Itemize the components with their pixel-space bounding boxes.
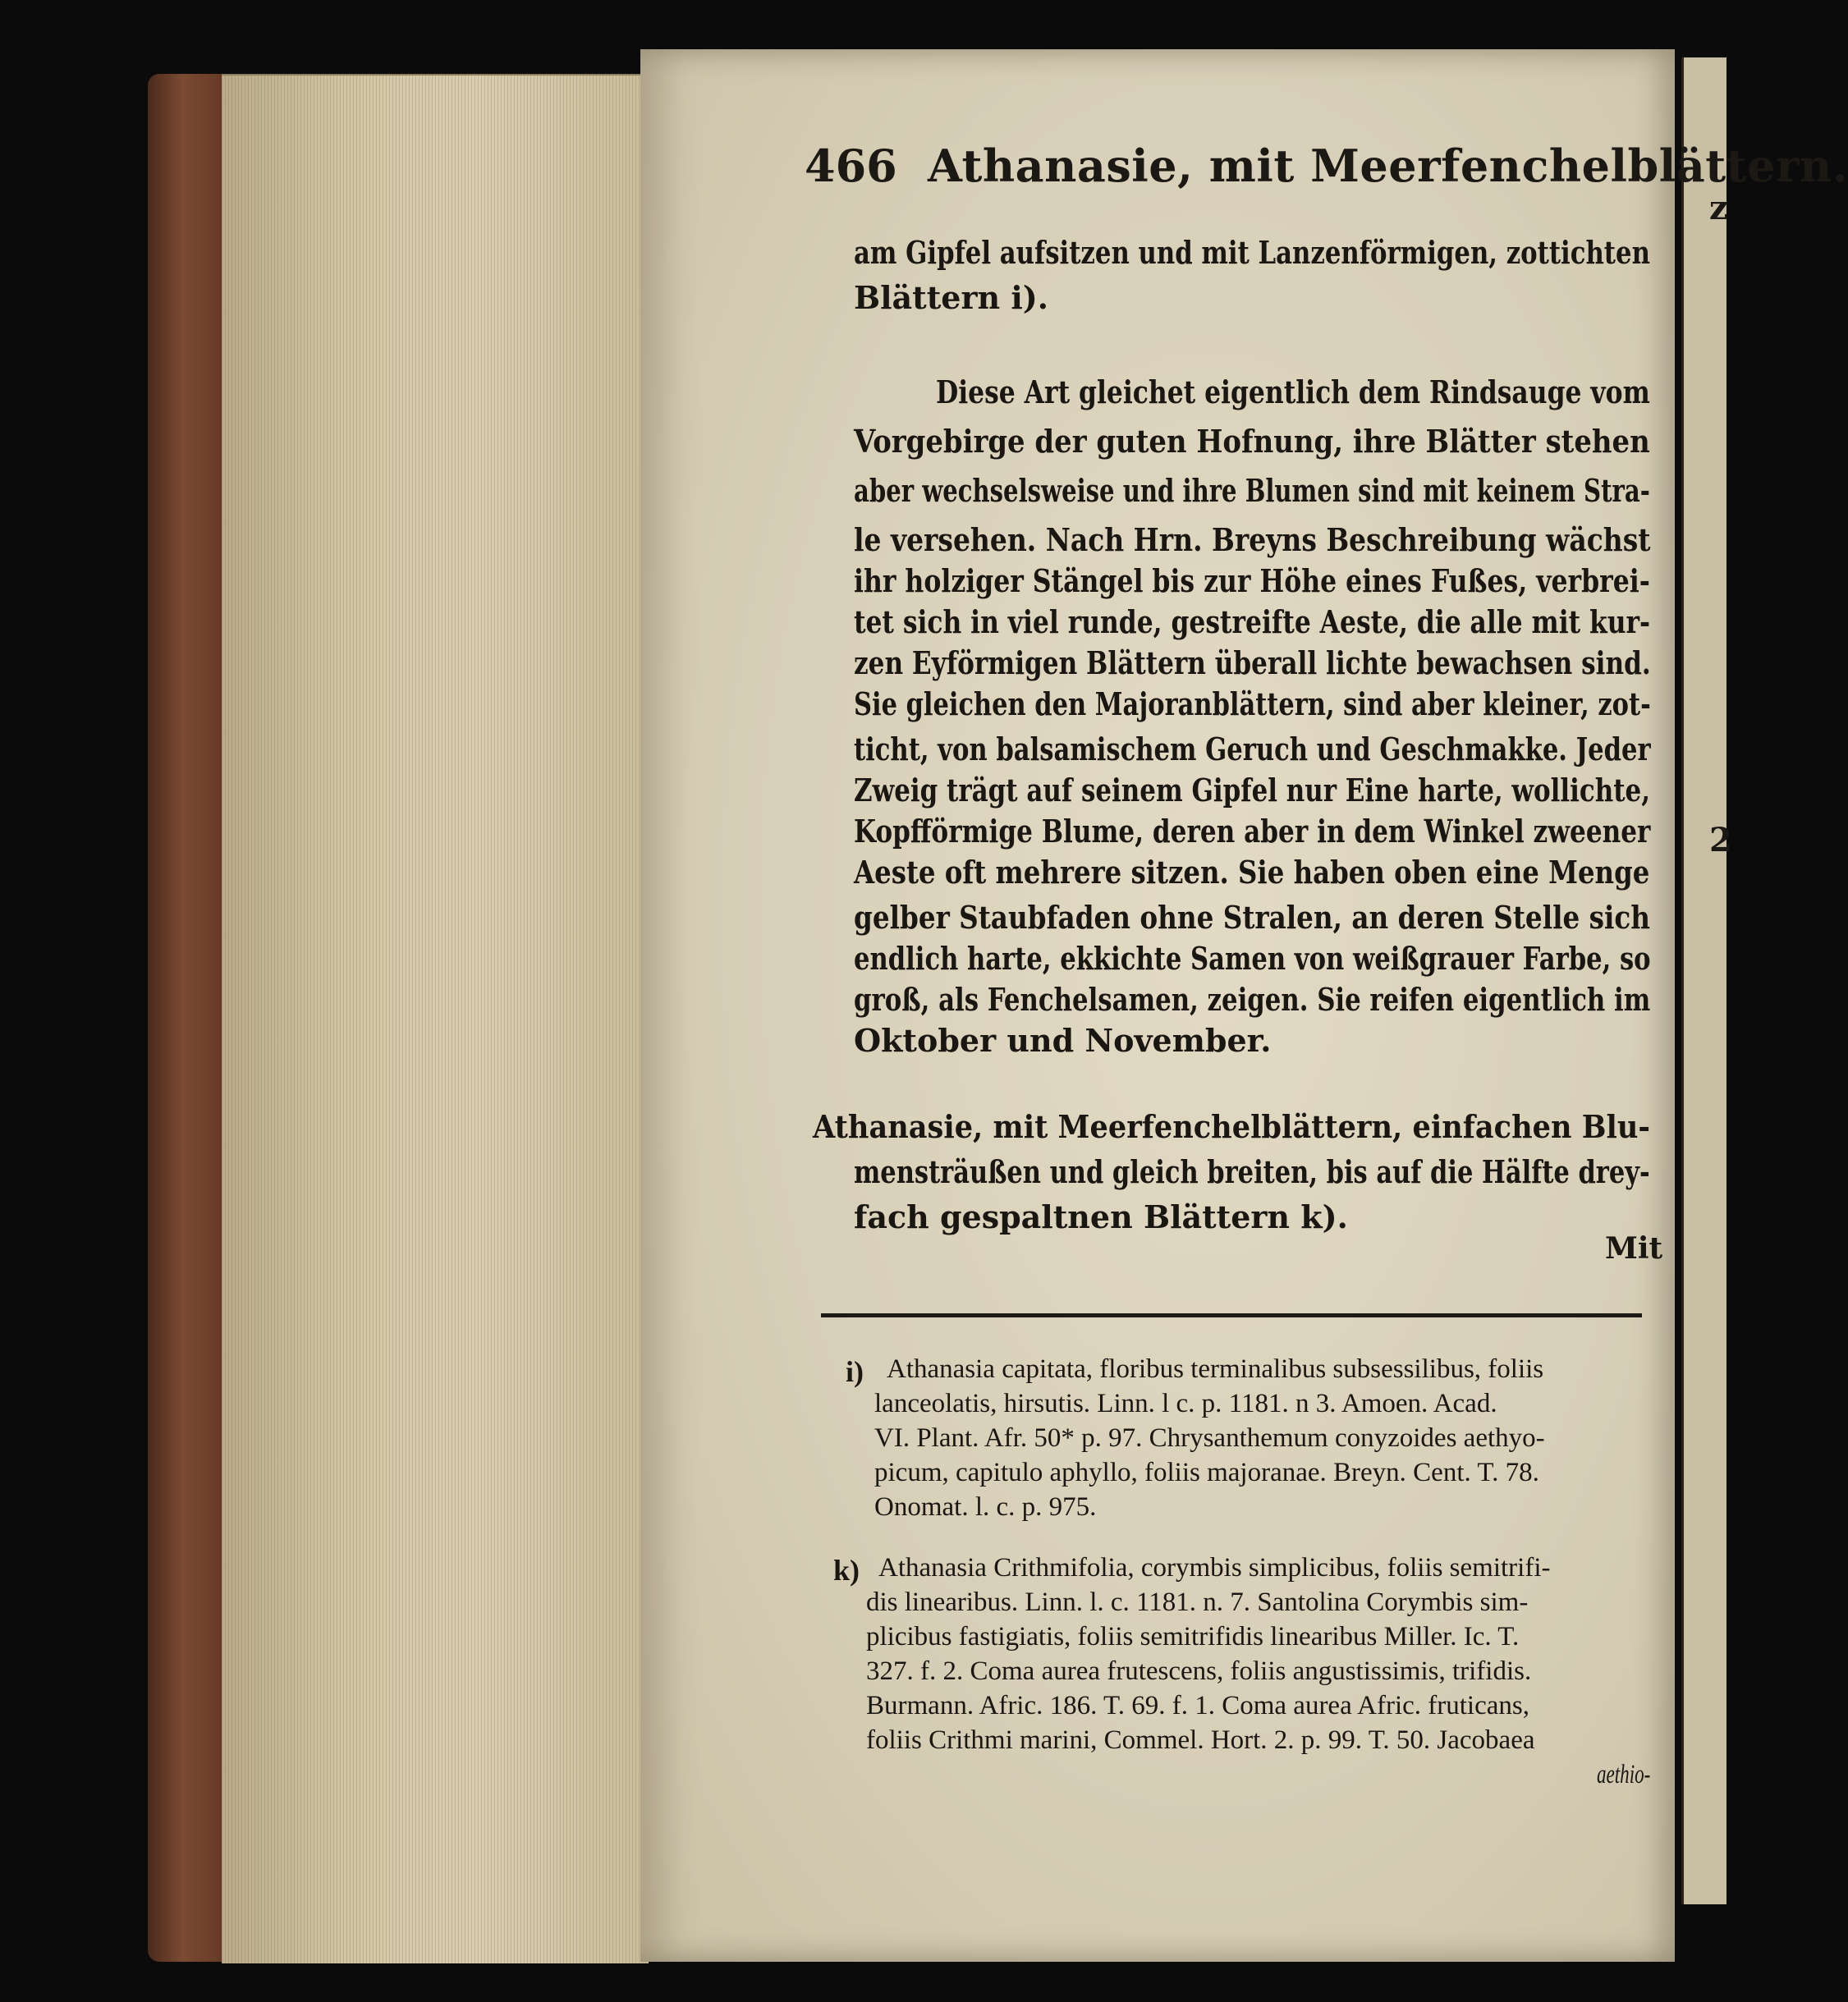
- footnote-line: foliis Crithmi marini, Commel. Hort. 2. p. 99. T. 50. Jacobaea: [866, 1725, 1535, 1755]
- footnote-marker: i): [846, 1355, 864, 1388]
- body-line: am Gipfel aufsitzen und mit Lanzenförmigen, zottichten: [854, 234, 1650, 271]
- running-title: Athanasie, mit Meerfenchelblättern.: [928, 140, 1848, 192]
- next-page-mark: z: [1709, 189, 1728, 227]
- body-line: gelber Staubfaden ohne Stralen, an deren Stelle sich: [854, 899, 1651, 936]
- footnote-line: dis linearibus. Linn. l. c. 1181. n. 7. Santolina Corymbis sim-: [866, 1587, 1529, 1617]
- body-line: le versehen. Nach Hrn. Breyns Beschreibung wächst: [854, 521, 1651, 558]
- body-line: endlich harte, ekkichte Samen von weißgrauer Farbe, so: [854, 940, 1651, 977]
- body-line: ihr holziger Stängel bis zur Höhe eines Fußes, verbrei-: [854, 562, 1650, 599]
- body-line: Oktober und November.: [854, 1022, 1272, 1059]
- body-line: zen Eyförmigen Blättern überall lichte bewachsen sind.: [854, 644, 1651, 681]
- page-number: 466: [805, 140, 897, 192]
- body-line: aber wechselsweise und ihre Blumen sind mit keinem Stra-: [854, 472, 1650, 509]
- footnote-line: lanceolatis, hirsutis. Linn. l c. p. 1181. n 3. Amoen. Acad.: [874, 1389, 1497, 1418]
- body-line: Kopfförmige Blume, deren aber in dem Winkel zweener: [854, 813, 1651, 850]
- printed-page: [640, 49, 1848, 1962]
- body-line: Blättern i).: [854, 279, 1048, 316]
- footnote-line: Onomat. l. c. p. 975.: [874, 1492, 1097, 1522]
- footnote-line: VI. Plant. Afr. 50* p. 97. Chrysanthemum conyzoides aethyo-: [874, 1423, 1545, 1453]
- next-page-mark: 2: [1709, 821, 1732, 859]
- body-line: tet sich in viel runde, gestreifte Aeste, die alle mit kur-: [854, 603, 1651, 640]
- heading-line: fach gespaltnen Blättern k).: [854, 1198, 1348, 1235]
- page-header: [805, 140, 1848, 213]
- heading-line: mensträußen und gleich breiten, bis auf die Hälfte drey-: [854, 1153, 1650, 1190]
- body-line: Aeste oft mehrere sitzen. Sie haben oben eine Menge: [854, 854, 1650, 891]
- catchword: Mit: [1605, 1231, 1663, 1266]
- footnote-line: aethio-: [1597, 1760, 1651, 1789]
- body-line: Vorgebirge der guten Hofnung, ihre Blätter stehen: [854, 423, 1650, 460]
- footnote-line: plicibus fastigiatis, foliis semitrifidis linearibus Miller. Ic. T.: [866, 1622, 1520, 1652]
- footnote-rule: [821, 1313, 1642, 1317]
- body-line: Sie gleichen den Majoranblättern, sind aber kleiner, zot-: [854, 685, 1651, 722]
- footnote-marker: k): [833, 1554, 860, 1587]
- footnote-line: Athanasia Crithmifolia, corymbis simplicibus, foliis semitrifi-: [878, 1553, 1551, 1583]
- body-line: groß, als Fenchelsamen, zeigen. Sie reifen eigentlich im: [854, 981, 1651, 1018]
- body-line: ticht, von balsamischem Geruch und Geschmakke. Jeder: [854, 731, 1651, 767]
- footnote-line: Burmann. Afric. 186. T. 69. f. 1. Coma aurea Afric. fruticans,: [866, 1691, 1529, 1720]
- body-line: Diese Art gleichet eigentlich dem Rindsauge vom: [936, 373, 1650, 410]
- footnote-line: Athanasia capitata, floribus terminalibus subsessilibus, foliis: [887, 1354, 1544, 1384]
- body-line: Zweig trägt auf seinem Gipfel nur Eine harte, wollichte,: [854, 772, 1650, 809]
- footnote-line: 327. f. 2. Coma aurea frutescens, foliis angustissimis, trifidis.: [866, 1656, 1532, 1686]
- page-edges: [222, 74, 649, 1963]
- next-page-sliver: [1681, 57, 1726, 1904]
- footnote-line: picum, capitulo aphyllo, foliis majoranae. Breyn. Cent. T. 78.: [874, 1458, 1539, 1487]
- heading-line: Athanasie, mit Meerfenchelblättern, einfachen Blu-: [813, 1108, 1651, 1145]
